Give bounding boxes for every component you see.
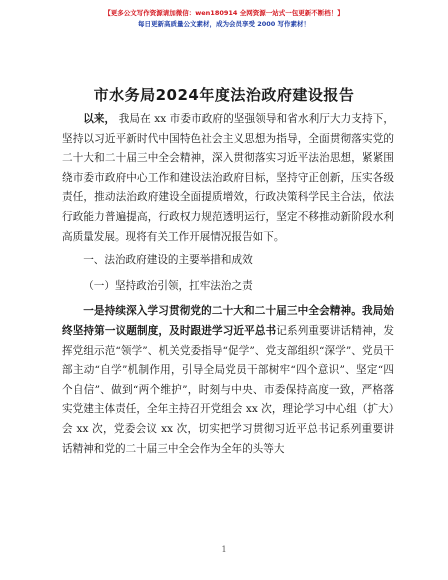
banner-line-promo: 【更多公文写作资源请加微信：wen180914 全网资源一站式一包更新不断档！】 (104, 9, 344, 17)
intro-lead: 以来， (83, 113, 116, 125)
document-title: 市水务局2024年度法治政府建设报告 (93, 86, 355, 104)
header-banner (0, 8, 448, 30)
page-number: 1 (221, 545, 227, 554)
banner-line-membership: 每日更新高质量公文素材，成为会员享受 2000 写作素材！ (137, 20, 311, 28)
para2-bold-lead: 一是持续深入学习贯彻党的二十大和二十届三中全会精神。 (83, 305, 362, 318)
subsection-heading-1: （一）坚持政治引领，扛牢法治之责 (83, 279, 253, 292)
para2-bold-second: 我局始终坚持第一议题制度，及时跟进学习近平总书 (62, 305, 395, 337)
section-heading-1: 一、法治政府建设的主要举措和成效 (83, 254, 253, 267)
document-body (62, 110, 394, 459)
para2-text: 记系列重要讲话精神，发挥党组示范“领学”、机关党委指导“促学”、党支部组织“深学”、党员干部主动“自学”机制作用，引导全局党员干部树牢“四个意识”、坚定“四个自信”、做到“两个维护”，时刻与中央、市委保持高度一致，严格落实党建主体责任，全年主持召开党组会 xx 次，理论学习中心组（扩大）会 xx 次，党委会议 xx 次，切实把学习贯彻习近平总书记系列重要讲话精神和党的二十届三中全会作为全年的头等大 (62, 324, 395, 455)
body-paragraph-2 (62, 302, 394, 459)
intro-text: 我局在 xx 市委市政府的坚强领导和省水利厅大力支持下，坚持以习近平新时代中国特色社会主义思想为指导，全面贯彻落实党的二十大和二十届三中全会精神，深入贯彻落实习近平法治思想，紧紧围绕市委市政府中心工作和建设法治政府目标，坚持守正创新，压实各级责任，推动法治政府建设全面提质增效，行政决策科学民主合法，依法行政能力普遍提高，行政权力规范透明运行，坚定不移推动新阶段水利高质量发展。现将有关工作开展情况报告如下。 (62, 113, 394, 243)
intro-paragraph (62, 110, 394, 247)
